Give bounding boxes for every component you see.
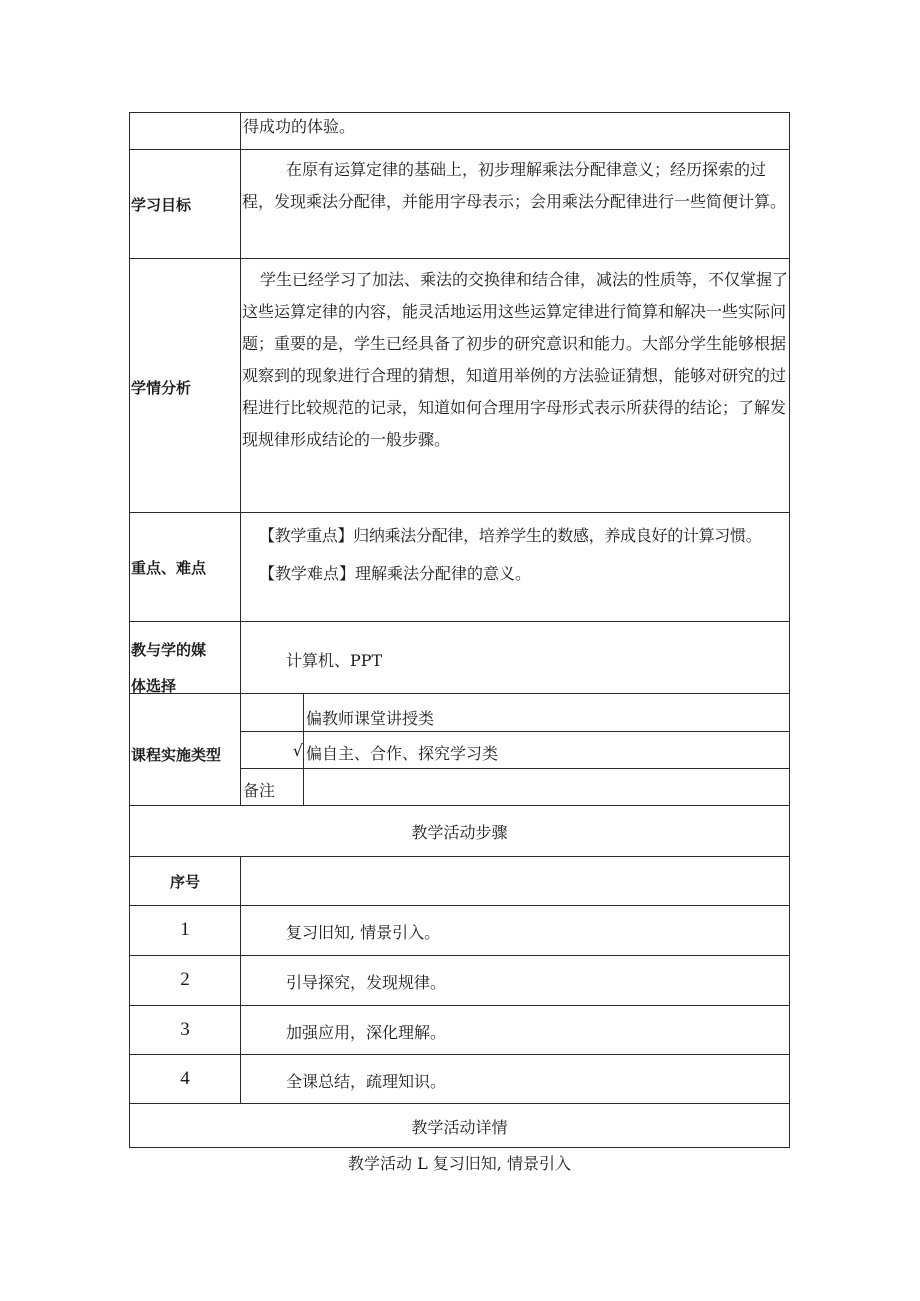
media-label-line1: 教与学的媒 (131, 641, 207, 659)
analysis-label: 学情分析 (131, 379, 192, 397)
keypoints-label: 重点、难点 (131, 559, 207, 577)
activity-caption: 教学活动 L 复习旧知, 情景引入 (348, 1154, 571, 1173)
objectives-text: 在原有运算定律的基础上，初步理解乘法分配律意义；经历探索的过程，发现乘法分配律，并能用字母表示；会用乘法分配律进行一些简便计算。 (242, 160, 787, 211)
step-text: 全课总结，疏理知识。 (286, 1072, 447, 1091)
step-number: 2 (180, 969, 190, 990)
media-label-line2: 体选择 (131, 677, 177, 695)
analysis-text: 学生已经学习了加法、乘法的交换律和结合律，减法的性质等，不仅掌握了这些运算定律的内容，能灵活地运用这些运算定律进行简算和解决一些实际问题；重要的是，学生已经具备了初步的研究意识和能力。大部分学生能够根据观察到的现象进行合理的猜想，知道用举例的方法验证猜想，能够对研究的过程进行比较规范的记录，知道如何合理用字母形式表示所获得的结论；了解发现规律形成结论的一般步骤。 (242, 270, 789, 449)
media-value: 计算机、PPT (286, 651, 383, 670)
remark-label: 备注 (243, 781, 276, 800)
step-number: 3 (180, 1019, 190, 1040)
course-option-inquiry: 偏自主、合作、探究学习类 (306, 744, 499, 763)
step-text: 引导探究，发现规律。 (286, 973, 447, 992)
step-number: 4 (180, 1068, 190, 1089)
details-title: 教学活动详情 (411, 1118, 508, 1137)
teaching-focus: 【教学重点】归纳乘法分配律，培养学生的数感，养成良好的计算习惯。 (259, 526, 762, 545)
objectives-label: 学习目标 (131, 196, 192, 214)
step-text: 加强应用，深化理解。 (286, 1023, 447, 1042)
steps-header-no: 序号 (169, 873, 200, 891)
continued-text: 得成功的体验。 (243, 117, 356, 136)
teaching-difficulty: 【教学难点】理解乘法分配律的意义。 (259, 564, 532, 583)
step-text: 复习旧知, 情景引入。 (286, 923, 441, 942)
course-option-teacher: 偏教师课堂讲授类 (306, 709, 435, 728)
course-type-label: 课程实施类型 (131, 746, 222, 764)
step-number: 1 (180, 919, 190, 940)
steps-title: 教学活动步骤 (411, 823, 508, 842)
course-option-mark-checked: √ (292, 741, 303, 760)
media-label (131, 632, 206, 704)
